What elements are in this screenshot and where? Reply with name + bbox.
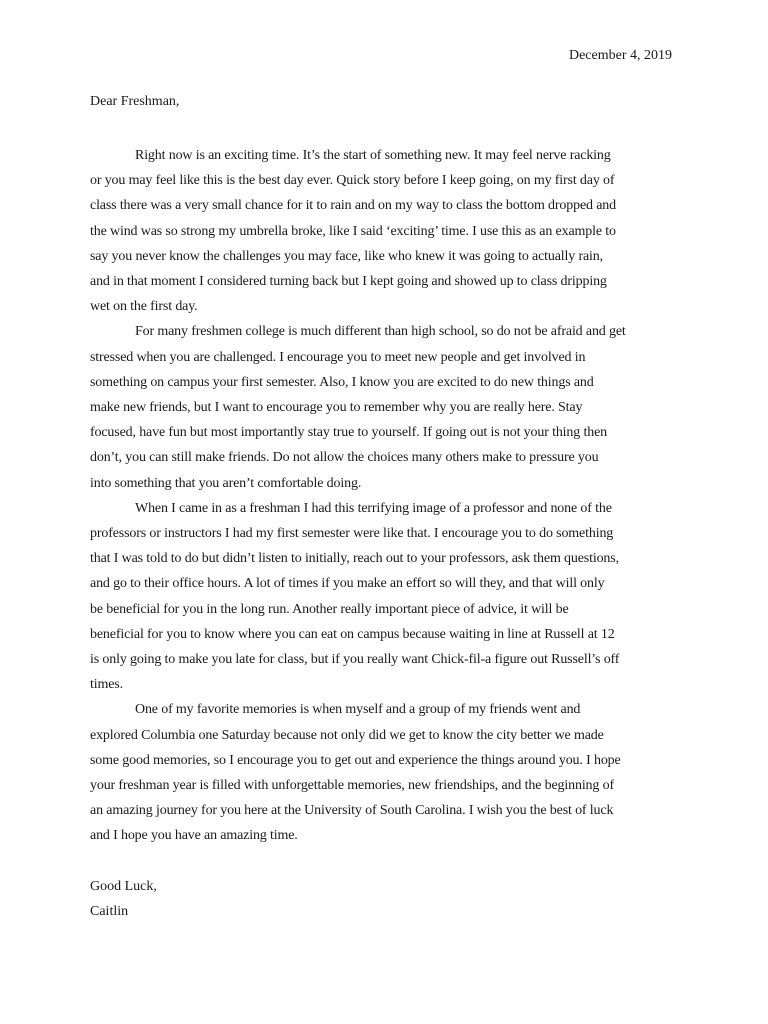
text-line: wet on the first day.	[90, 299, 198, 315]
text-line: into something that you aren’t comfortable doing.	[90, 475, 362, 491]
text-line: Right now is an exciting time. It’s the start of something new. It may feel nerve racking	[135, 148, 611, 163]
text-line: times.	[90, 677, 123, 693]
text-line: that I was told to do but didn’t listen to initially, reach out to your professors, ask them questions,	[90, 551, 619, 567]
text-line: or you may feel like this is the best day ever. Quick story before I keep going, on my first day of	[90, 173, 615, 189]
closing-phrase: Good Luck,	[90, 879, 157, 894]
text-line: say you never know the challenges you may face, like who knew it was going to actually rain,	[90, 248, 603, 264]
text-line: When I came in as a freshman I had this terrifying image of a professor and none of the	[135, 500, 612, 516]
text-line: stressed when you are challenged. I encourage you to meet new people and get involved in	[90, 349, 586, 365]
letter-date: December 4, 2019	[568, 48, 672, 63]
text-line: is only going to make you late for class, but if you really want Chick-fil-a figure out Russell’s off	[90, 652, 620, 668]
text-line: some good memories, so I encourage you to get out and experience the things around you. I hope	[90, 752, 621, 768]
text-line: professors or instructors I had my first semester were like that. I encourage you to do something	[90, 526, 614, 542]
text-line: an amazing journey for you here at the University of South Carolina. I wish you the best of luck	[90, 803, 614, 819]
paragraph-3	[90, 496, 686, 698]
text-line: class there was a very small chance for it to rain and on my way to class the bottom dropped and	[90, 198, 616, 214]
text-line: and I hope you have an amazing time.	[90, 828, 298, 844]
text-line: One of my favorite memories is when myself and a group of my friends went and	[135, 702, 581, 718]
letter-closing	[90, 874, 157, 924]
salutation: Dear Freshman,	[90, 94, 180, 109]
signature-name: Caitlin	[90, 904, 129, 919]
paragraph-4	[90, 697, 686, 848]
paragraph-1	[90, 143, 686, 319]
paragraph-2	[90, 319, 686, 495]
text-line: For many freshmen college is much different than high school, so do not be afraid and get	[135, 324, 626, 340]
text-line: be beneficial for you in the long run. Another really important piece of advice, it will be	[90, 601, 569, 617]
text-line: beneficial for you to know where you can eat on campus because waiting in line at Russell at 12	[90, 626, 615, 642]
text-line: focused, have fun but most importantly stay true to yourself. If going out is not your thing then	[90, 425, 607, 441]
text-line: the wind was so strong my umbrella broke, like I said ‘exciting’ time. I use this as an example to	[90, 223, 616, 239]
text-line: and in that moment I considered turning back but I kept going and showed up to class dripping	[90, 274, 607, 290]
letter-body	[90, 143, 686, 849]
text-line: your freshman year is filled with unforgettable memories, new friendships, and the beginning of	[90, 778, 614, 794]
text-line: something on campus your first semester. Also, I know you are excited to do new things and	[90, 374, 594, 390]
text-line: make new friends, but I want to encourage you to remember why you are really here. Stay	[90, 400, 583, 416]
text-line: don’t, you can still make friends. Do not allow the choices many others make to pressure you	[90, 450, 599, 466]
text-line: and go to their office hours. A lot of times if you make an effort so will they, and that will only	[90, 576, 605, 592]
text-line: explored Columbia one Saturday because not only did we get to know the city better we made	[90, 727, 604, 743]
